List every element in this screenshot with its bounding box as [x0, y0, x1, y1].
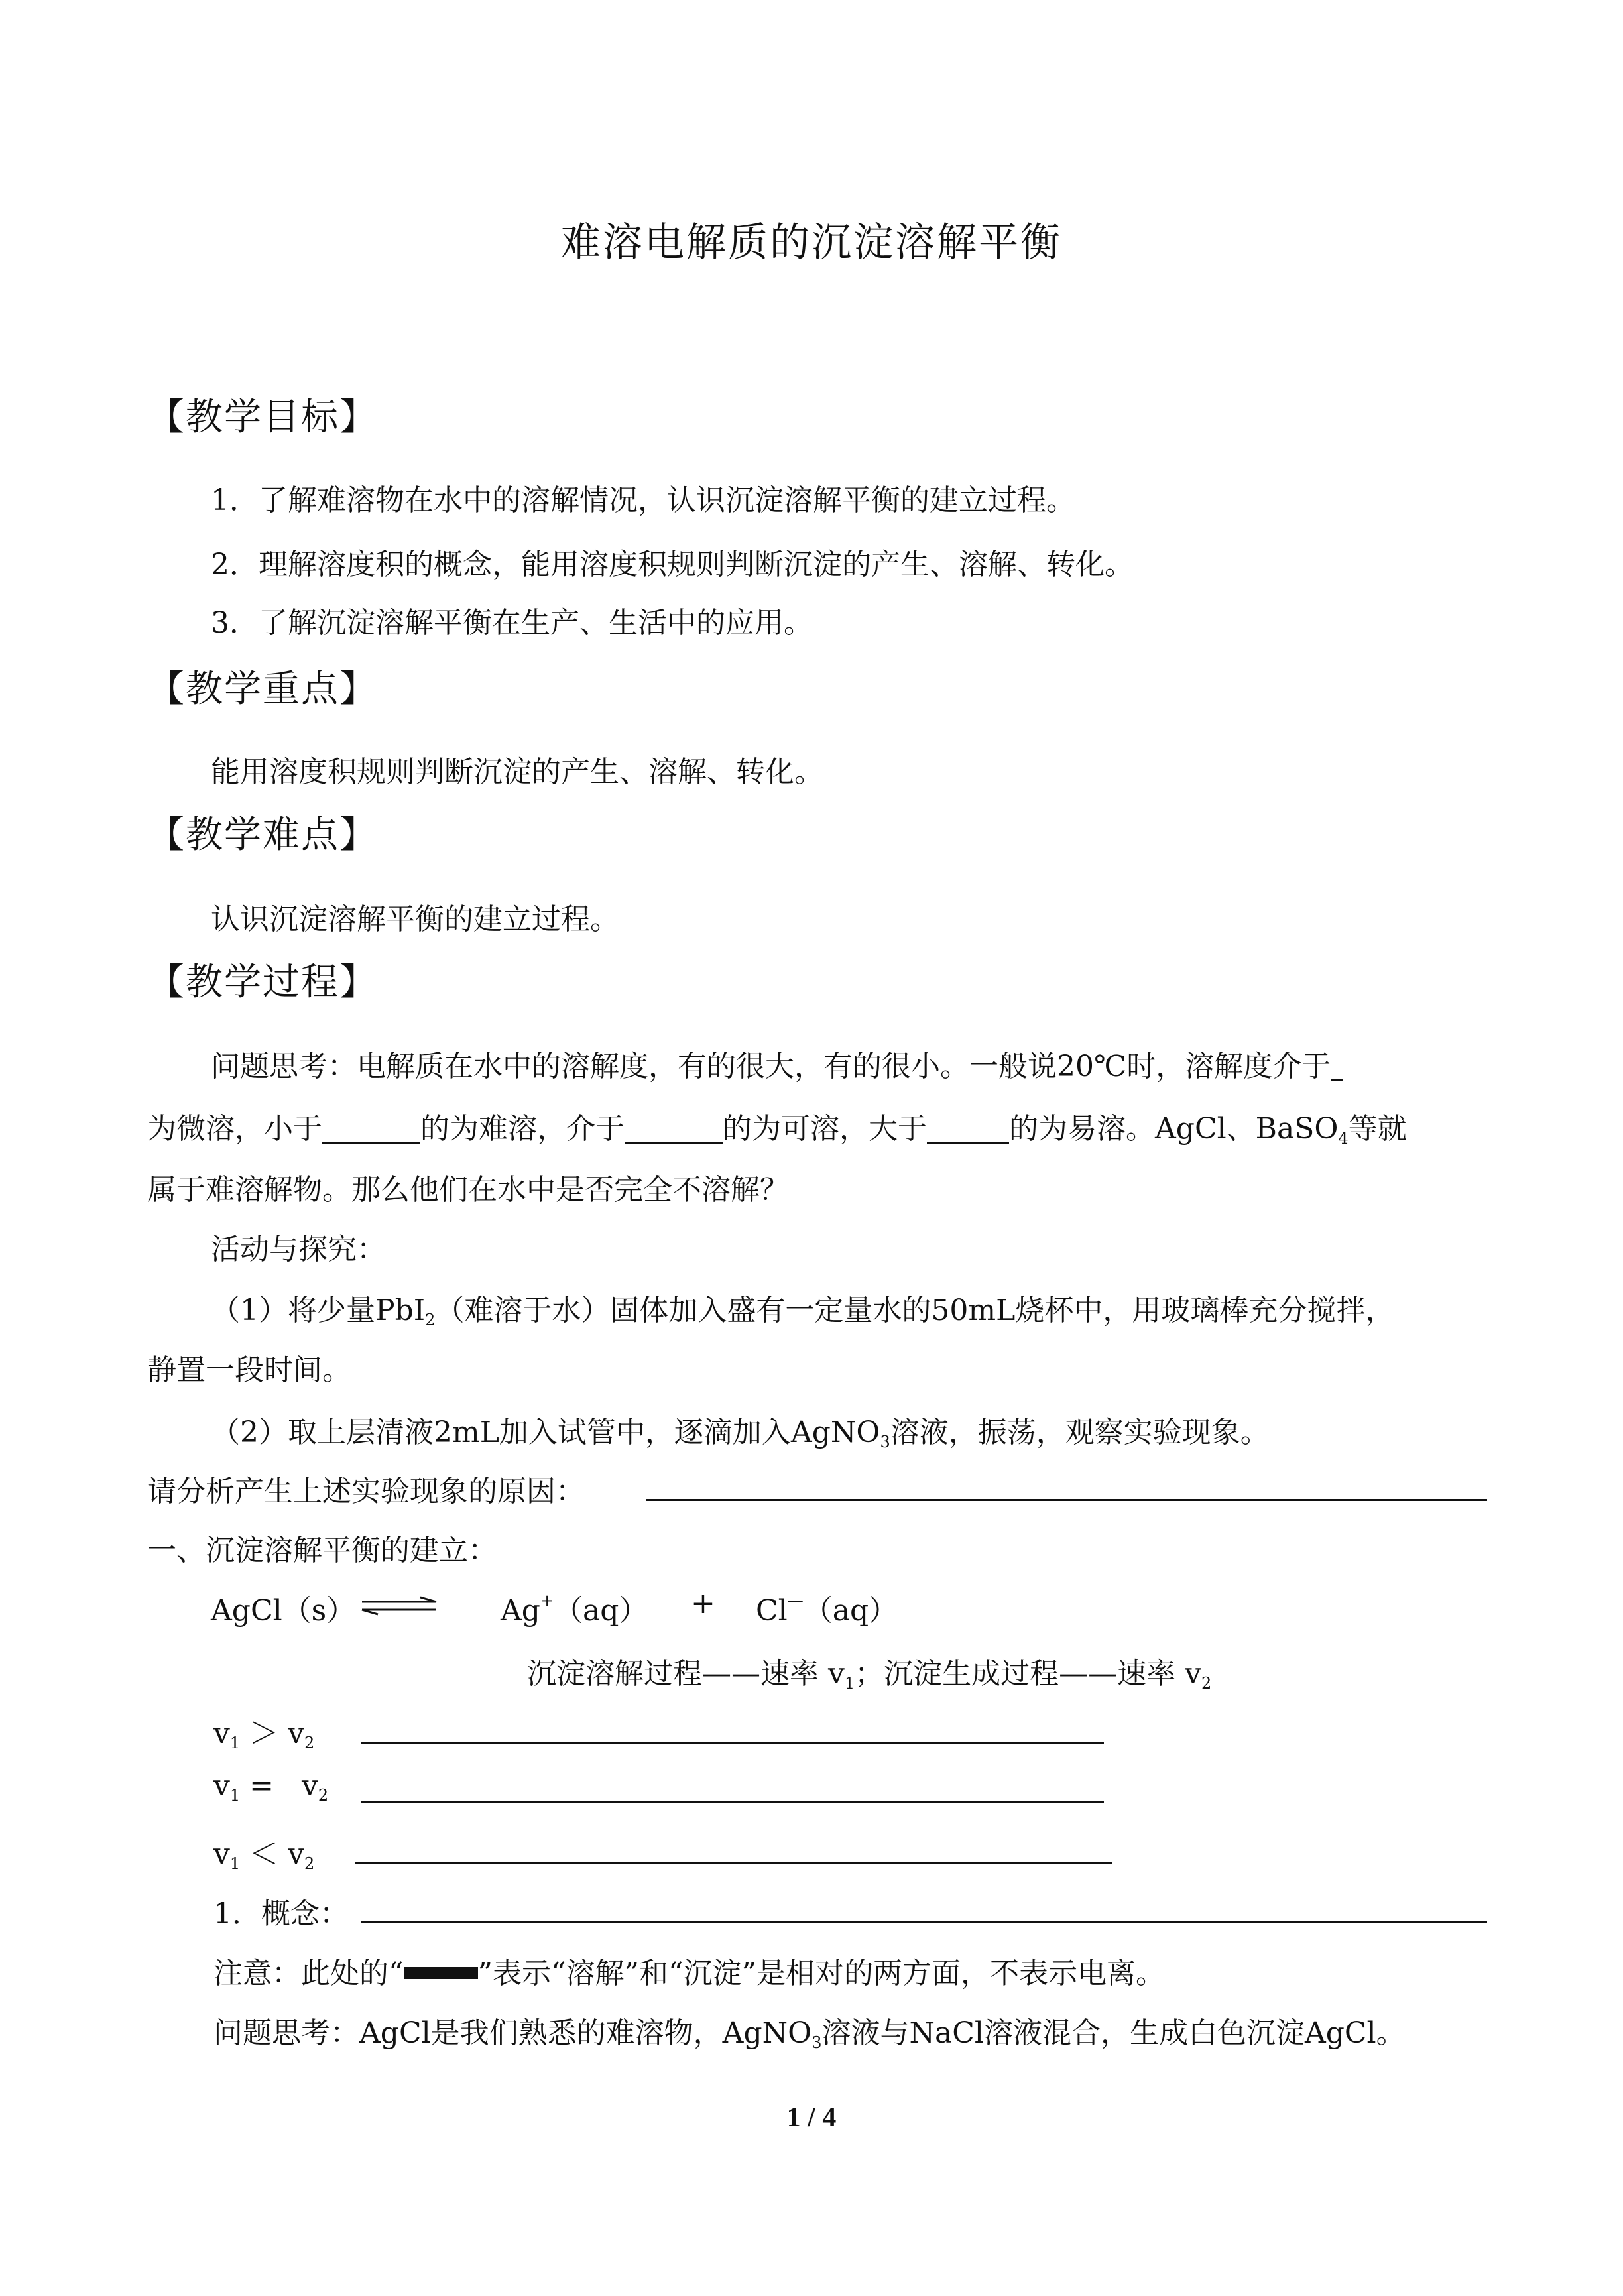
answer-line-lt[interactable] — [355, 1862, 1112, 1864]
subscript: 3 — [812, 2033, 822, 2052]
activity-step-1a: （1）将少量PbI — [211, 1294, 426, 1327]
subscript: 2 — [318, 1786, 329, 1805]
activity-step-2a: （2）取上层清液2mL加入试管中，逐滴加入AgNO — [211, 1416, 880, 1449]
subscript: 2 — [304, 1854, 315, 1873]
section-heading-process: 【教学过程】 — [147, 961, 378, 1004]
answer-line-eq[interactable] — [361, 1801, 1104, 1803]
v-symbol: v — [213, 1717, 230, 1750]
equilibrium-arrow-icon — [359, 1595, 439, 1617]
subscript: 1 — [229, 1786, 241, 1805]
rate-definition — [527, 1650, 1211, 1693]
question-2-text-b: 溶液与NaCl溶液混合，生成白色沉淀AgCl。 — [821, 2016, 1406, 2050]
subscript: 1 — [229, 1734, 241, 1752]
v-symbol: v — [213, 1837, 230, 1871]
question-text-2b: 的为难溶，介于 — [420, 1112, 625, 1146]
subscript: 2 — [425, 1311, 436, 1329]
blank-easily-soluble[interactable] — [927, 1113, 1009, 1144]
blank-slight[interactable] — [1331, 1050, 1343, 1081]
activity-label: 活动与探究： — [211, 1233, 386, 1266]
page-number: 1 / 4 — [786, 2102, 837, 2133]
question-text-1: 问题思考：电解质在水中的溶解度，有的很大，有的很小。一般说20℃时，溶解度介于 — [211, 1050, 1331, 1083]
subscript: 1 — [844, 1674, 855, 1693]
section-heading-key: 【教学重点】 — [147, 668, 378, 711]
activity-step-1-cont: 静置一段时间。 — [147, 1353, 351, 1387]
concept-label: 1．概念： — [213, 1897, 349, 1931]
goal-2: 2．理解溶度积的概念，能用溶度积规则判断沉淀的产生、溶解、转化。 — [211, 548, 1134, 581]
subscript: 2 — [304, 1734, 315, 1752]
answer-line-gt[interactable] — [361, 1742, 1104, 1744]
note-text-a: 注意：此处的“ — [213, 1957, 404, 1990]
question-line-1 — [211, 1042, 1343, 1085]
rate-text-a: 沉淀溶解过程——速率 v — [527, 1657, 845, 1691]
difficult-text: 认识沉淀溶解平衡的建立过程。 — [211, 902, 619, 936]
concept-answer-line[interactable] — [361, 1921, 1487, 1923]
rate-compare-lt — [213, 1830, 314, 1873]
question-text-2c: 的为可溶，大于 — [723, 1112, 927, 1146]
activity-step-2b: 溶液，振荡，观察实验现象。 — [890, 1416, 1270, 1449]
cl-ion: Cl — [756, 1594, 788, 1628]
aq-state: （aq） — [803, 1594, 898, 1628]
equation-ag — [501, 1587, 648, 1629]
equilibrium-symbol-icon — [404, 1967, 478, 1979]
note-text-b: ”表示“溶解”和“沉淀”是相对的两方面，不表示电离。 — [477, 1957, 1165, 1990]
activity-step-2 — [211, 1408, 1270, 1451]
superscript: — — [787, 1591, 804, 1610]
ag-ion: Ag — [501, 1594, 540, 1628]
rate-compare-gt — [213, 1709, 314, 1752]
subscript: 4 — [1338, 1129, 1349, 1148]
reason-prompt: 请分析产生上述实验现象的原因： — [147, 1475, 585, 1508]
aq-state: （aq） — [554, 1594, 648, 1628]
rate-text-b: ；沉淀生成过程——速率 v — [855, 1657, 1201, 1691]
blank-insoluble[interactable] — [322, 1113, 420, 1144]
note-line — [213, 1949, 1165, 1992]
superscript: + — [540, 1591, 554, 1610]
page-title: 难溶电解质的沉淀溶解平衡 — [561, 219, 1062, 266]
subscript: 3 — [880, 1433, 890, 1451]
v-symbol: v — [288, 1717, 304, 1750]
activity-step-1 — [211, 1286, 1394, 1329]
v-symbol: v — [213, 1769, 230, 1803]
section-heading-goals: 【教学目标】 — [147, 396, 378, 439]
goal-1: 1．了解难溶物在水中的溶解情况，认识沉淀溶解平衡的建立过程。 — [211, 483, 1075, 517]
rate-compare-eq — [213, 1769, 328, 1805]
question-line-3: 属于难溶解物。那么他们在水中是否完全不溶解？ — [147, 1173, 789, 1207]
part1-heading: 一、沉淀溶解平衡的建立： — [147, 1534, 497, 1567]
lt-symbol: ＜ — [249, 1837, 279, 1871]
question-2-text-a: 问题思考：AgCl是我们熟悉的难溶物，AgNO — [213, 2016, 812, 2050]
activity-step-1b: （难溶于水）固体加入盛有一定量水的50mL烧杯中，用玻璃棒充分搅拌， — [435, 1294, 1395, 1327]
v-symbol: v — [301, 1769, 318, 1803]
question-line-2 — [147, 1105, 1407, 1148]
reason-answer-line[interactable] — [646, 1499, 1487, 1501]
blank-soluble[interactable] — [625, 1113, 723, 1144]
question-2-line — [213, 2009, 1406, 2052]
gt-symbol: ＞ — [249, 1717, 279, 1750]
question-text-2e: 等就 — [1348, 1112, 1407, 1146]
equation-cl — [756, 1587, 898, 1629]
equation-left: AgCl（s） — [211, 1594, 356, 1628]
key-text: 能用溶度积规则判断沉淀的产生、溶解、转化。 — [211, 755, 823, 789]
subscript: 2 — [1201, 1674, 1212, 1693]
question-text-2a: 为微溶，小于 — [147, 1112, 322, 1146]
subscript: 1 — [229, 1854, 241, 1873]
section-heading-difficult: 【教学难点】 — [147, 814, 378, 857]
v-symbol: v — [288, 1837, 304, 1871]
eq-symbol: = — [249, 1769, 274, 1803]
equation-plus: + — [691, 1587, 715, 1620]
question-text-2d: 的为易溶。AgCl、BaSO — [1009, 1112, 1339, 1146]
goal-3: 3．了解沉淀溶解平衡在生产、生活中的应用。 — [211, 606, 813, 640]
